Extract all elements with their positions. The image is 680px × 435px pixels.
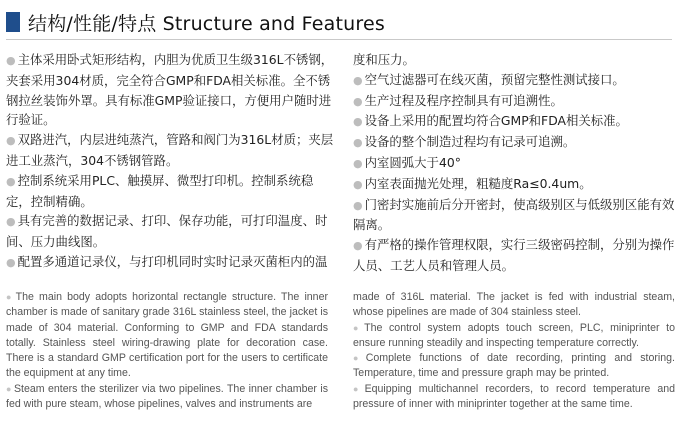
feature-item-zh	[6, 130, 336, 171]
feature-item-zh	[353, 174, 675, 195]
feature-text: 空气过滤器可在线灭菌，预留完整性测试接口。	[364, 71, 625, 87]
feature-text: 内室表面抛光处理，粗糙度Ra≤0.4um。	[364, 175, 592, 191]
feature-text: 设备的整个制造过程均有记录可追溯。	[364, 134, 576, 150]
feature-text: 设备上采用的配置均符合GMP和FDA相关标准。	[364, 113, 628, 129]
bullet-icon: ●	[6, 174, 16, 188]
section-title: 结构/性能/特点 Structure and Features	[28, 12, 385, 35]
feature-text: Equipping multichannel recorders, to record temperature and pressure of inner with miniprinter together at the same time.	[353, 382, 675, 411]
bullet-icon: ●	[353, 136, 363, 150]
section-header	[6, 8, 385, 36]
feature-item-en	[353, 321, 675, 352]
bullet-icon: ●	[353, 322, 363, 333]
feature-item-zh	[6, 252, 336, 273]
feature-item-en	[353, 351, 675, 382]
feature-text: The main body adopts horizontal rectangle structure. The inner chamber is made of sanitary grade 316L stainless steel, the jacket is made of 304 material. Conforming to GMP and FDA standards totally. Stainless steel wiring-drawing plate for decoration case. There is a standard GMP certification port for the users to certificate the equipment at any time.	[6, 291, 328, 380]
bullet-icon: ●	[6, 292, 14, 302]
feature-item-zh	[353, 132, 675, 153]
feature-item-zh	[6, 50, 336, 130]
feature-item-en	[6, 382, 328, 413]
feature-text: 有严格的操作管理权限，实行三级密码控制，分别为操作人员、工艺人员和管理人员。	[353, 237, 675, 273]
bullet-icon: ●	[6, 54, 16, 67]
bullet-icon: ●	[353, 383, 363, 394]
feature-item-zh	[353, 91, 675, 112]
feature-item-zh	[6, 171, 336, 212]
bullet-icon: ●	[6, 383, 12, 394]
chinese-features-right-column	[353, 50, 675, 276]
feature-continuation-en: made of 316L material. The jacket is fed with industrial steam, whose pipelines are made of 304 stainless steel.	[353, 291, 675, 319]
feature-text: 主体采用卧式矩形结构，内胆为优质卫生级316L不锈钢，夹套采用304材质，完全符合GMP和FDA相关标准。全不锈钢拉丝装饰外罩。具有标准GMP验证接口，方便用户随时进行验证。	[6, 52, 334, 128]
feature-text: 具有完善的数据记录、打印、保存功能，可打印温度、时间、压力曲线图。	[6, 213, 328, 250]
header-divider	[6, 39, 672, 40]
feature-item-zh	[353, 111, 675, 132]
bullet-icon: ●	[6, 255, 16, 269]
feature-text: 生产过程及程序控制具有可追溯性。	[364, 92, 563, 108]
bullet-icon: ●	[6, 215, 16, 229]
feature-text: 配置多通道记录仪，与打印机同时实时记录灭菌柜内的温	[17, 253, 328, 269]
chinese-features-left-column	[6, 50, 336, 273]
bullet-icon: ●	[6, 134, 16, 148]
bullet-icon: ●	[353, 239, 363, 253]
english-features-right-column	[353, 290, 675, 412]
bullet-icon: ●	[353, 177, 363, 191]
bullet-icon: ●	[353, 198, 363, 212]
feature-item-zh	[353, 153, 675, 174]
header-accent-bar	[6, 12, 20, 32]
feature-text: Complete functions of date recording, printing and storing. Temperature, time and pressure graph may be printed.	[353, 352, 675, 380]
english-features-left-column	[6, 290, 328, 412]
feature-text: 控制系统采用PLC、触摸屏、微型打印机。控制系统稳定，控制精确。	[6, 172, 314, 209]
feature-item-zh	[353, 235, 675, 276]
feature-item-zh	[353, 70, 675, 91]
feature-text: 双路进汽，内层进纯蒸汽，管路和阀门为316L材质；夹层进工业蒸汽，304不锈钢管路。	[6, 132, 334, 168]
bullet-icon: ●	[353, 115, 363, 129]
feature-item-zh	[353, 195, 675, 236]
feature-text: 内室圆弧大于40°	[364, 154, 461, 170]
bullet-icon: ●	[353, 73, 363, 87]
feature-continuation-zh: 度和压力。	[353, 52, 415, 67]
bullet-icon: ●	[353, 156, 363, 170]
feature-item-en	[353, 382, 675, 413]
feature-text: The control system adopts touch screen, PLC, miniprinter to ensure running steadily and inspecting temperature correctly.	[353, 321, 676, 349]
feature-item-zh	[6, 211, 336, 252]
feature-text: Steam enters the sterilizer via two pipelines. The inner chamber is fed with pure steam, whose pipelines, valves and instruments are	[6, 382, 328, 411]
bullet-icon: ●	[353, 353, 364, 364]
feature-item-en	[6, 290, 328, 382]
bullet-icon: ●	[353, 94, 363, 108]
feature-text: 门密封实施前后分开密封，使高级别区与低级别区能有效隔离。	[353, 196, 675, 233]
